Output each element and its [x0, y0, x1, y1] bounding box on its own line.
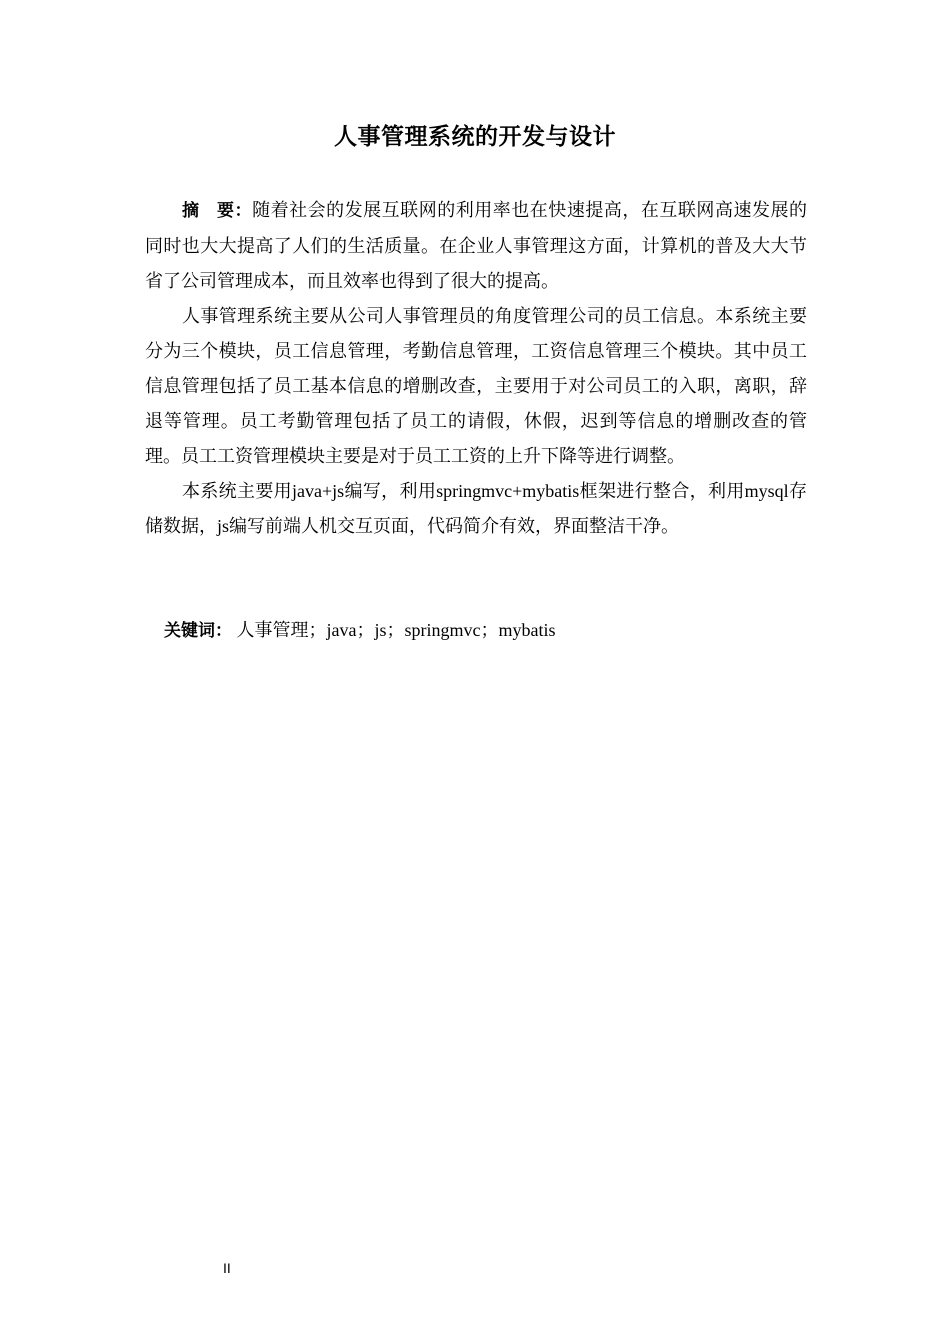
- abstract-paragraph-1: [145, 193, 807, 299]
- keywords-label: 关键词：: [164, 621, 232, 641]
- abstract-paragraph-1-text: 随着社会的发展互联网的利用率也在快速提高，在互联网高速发展的同时也大大提高了人们的生活质量。在企业人事管理这方面，计算机的普及大大节省了公司管理成本，而且效率也得到了很大的提高。: [145, 200, 807, 291]
- abstract-label: 摘 要：: [182, 201, 253, 221]
- abstract-section: [145, 193, 807, 544]
- page-number: II: [223, 1260, 231, 1276]
- abstract-paragraph-2: 人事管理系统主要从公司人事管理员的角度管理公司的员工信息。本系统主要分为三个模块，员工信息管理，考勤信息管理，工资信息管理三个模块。其中员工信息管理包括了员工基本信息的增删改查，主要用于对公司员工的入职，离职，辞退等管理。员工考勤管理包括了员工的请假，休假，迟到等信息的增删改查的管理。员工工资管理模块主要是对于员工工资的上升下降等进行调整。: [145, 306, 807, 466]
- keywords-text: 人事管理；java；js；springmvc；mybatis: [236, 620, 556, 640]
- abstract-paragraph-3: 本系统主要用java+js编写，利用springmvc+mybatis框架进行整合，利用mysql存储数据，js编写前端人机交互页面，代码简介有效，界面整洁干净。: [145, 481, 807, 536]
- document-title: 人事管理系统的开发与设计: [334, 124, 616, 150]
- keywords-line: [164, 613, 555, 649]
